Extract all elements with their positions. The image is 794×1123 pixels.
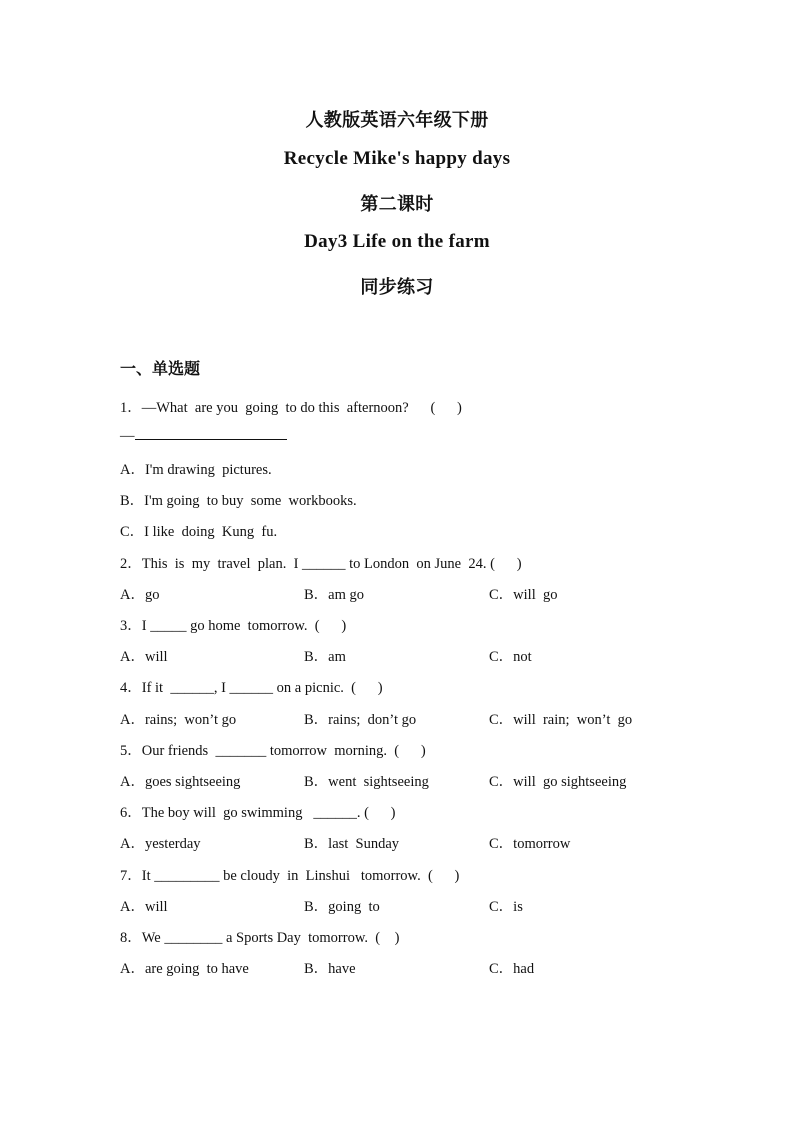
question-2-option-b: B．am go <box>304 587 365 603</box>
question-2-option-c: C．will go <box>489 587 558 603</box>
question-4-option-b: B．rains; don’t go <box>304 712 417 728</box>
question-6-option-c: C．tomorrow <box>489 836 571 852</box>
question-8-option-b: B．have <box>304 961 356 977</box>
question-1-answer-line <box>120 425 287 445</box>
question-4-option-a: A．rains; won’t go <box>120 712 237 728</box>
question-8-option-c: C．had <box>489 961 535 977</box>
lesson-number: 第二课时 <box>360 194 434 215</box>
question-1-option-b: B．I'm going to buy some workbooks. <box>120 493 357 509</box>
question-4-option-c: C．will rain; won’t go <box>489 712 633 728</box>
question-1-option-c: C．I like doing Kung fu. <box>120 524 278 540</box>
answer-dash: — <box>120 428 135 444</box>
question-7-option-b: B．going to <box>304 899 380 915</box>
question-7-stem: 7．It _________ be cloudy in Linshui tomorrow. ( ) <box>120 868 460 884</box>
question-4-stem: 4．If it ______, I ______ on a picnic. ( ) <box>120 680 383 696</box>
question-5-option-b: B．went sightseeing <box>304 774 429 790</box>
page-title: 人教版英语六年级下册 <box>305 110 489 131</box>
question-8-option-a: A．are going to have <box>120 961 249 977</box>
question-1-option-a: A．I'm drawing pictures. <box>120 462 272 478</box>
question-5-stem: 5．Our friends _______ tomorrow morning. ( ) <box>120 743 426 759</box>
question-7-option-a: A．will <box>120 899 168 915</box>
question-5-option-c: C．will go sightseeing <box>489 774 627 790</box>
question-5-option-a: A．goes sightseeing <box>120 774 241 790</box>
question-8-stem: 8．We ________ a Sports Day tomorrow. ( ) <box>120 930 400 946</box>
question-7-option-c: C．is <box>489 899 523 915</box>
lesson-title: Day3 Life on the farm <box>304 231 490 252</box>
question-3-option-b: B．am <box>304 649 346 665</box>
section-heading: 一、单选题 <box>120 359 201 378</box>
question-6-option-b: B．last Sunday <box>304 836 400 852</box>
question-3-stem: 3．I _____ go home tomorrow. ( ) <box>120 618 347 634</box>
answer-blank <box>135 425 287 440</box>
question-6-stem: 6．The boy will go swimming ______. ( ) <box>120 805 396 821</box>
question-3-option-c: C．not <box>489 649 532 665</box>
question-2-option-a: A．go <box>120 587 160 603</box>
unit-title: Recycle Mike's happy days <box>283 148 511 169</box>
question-2-stem: 2．This is my travel plan. I ______ to London on June 24. ( ) <box>120 556 522 572</box>
exercise-type: 同步练习 <box>360 277 434 298</box>
question-6-option-a: A．yesterday <box>120 836 201 852</box>
question-1-stem: 1．—What are you going to do this afternoon? ( ) <box>120 400 462 416</box>
question-3-option-a: A．will <box>120 649 168 665</box>
